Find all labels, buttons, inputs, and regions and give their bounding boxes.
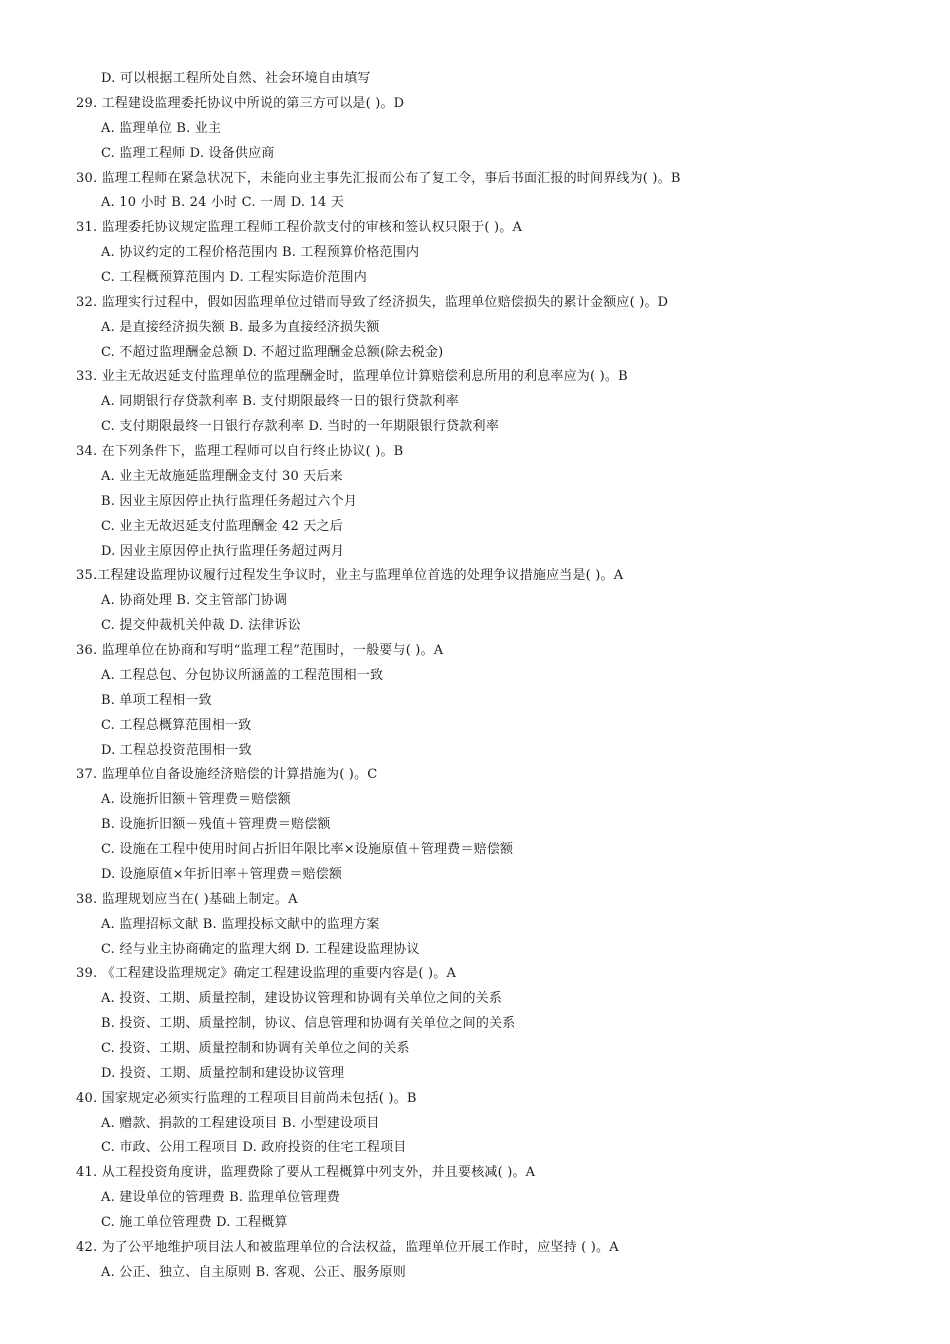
option-line: A. 设施折旧额＋管理费＝赔偿额: [101, 792, 291, 808]
option-line: B. 投资、工期、质量控制，协议、信息管理和协调有关单位之间的关系: [101, 1016, 516, 1032]
option-line: A. 投资、工期、质量控制，建设协议管理和协调有关单位之间的关系: [101, 991, 503, 1007]
option-line: A. 业主无故施延监理酬金支付 30 天后来: [101, 468, 343, 484]
question-line: 36. 监理单位在协商和写明“监理工程”范围时，一般要与( )。A: [76, 643, 444, 658]
option-line: C. 经与业主协商确定的监理大纲 D. 工程建设监理协议: [101, 941, 420, 957]
option-line: C. 市政、公用工程项目 D. 政府投资的住宅工程项目: [101, 1140, 407, 1156]
option-line: C. 业主无故迟延支付监理酬金 42 天之后: [101, 518, 343, 534]
option-line: D. 投资、工期、质量控制和建设协议管理: [101, 1065, 345, 1081]
option-line: A. 建设单位的管理费 B. 监理单位管理费: [101, 1190, 341, 1206]
question-line: 31. 监理委托协议规定监理工程师工程价款支付的审核和签认权只限于( )。A: [76, 220, 523, 236]
option-line: A. 赠款、捐款的工程建设项目 B. 小型建设项目: [101, 1115, 380, 1131]
option-line: A. 协议约定的工程价格范围内 B. 工程预算价格范围内: [101, 245, 420, 261]
option-line: C. 工程概预算范围内 D. 工程实际造价范围内: [101, 270, 367, 285]
option-line: C. 施工单位管理费 D. 工程概算: [101, 1215, 288, 1230]
question-line: 40. 国家规定必须实行监理的工程项目目前尚未包括( )。B: [76, 1090, 417, 1106]
option-line: A. 监理招标文献 B. 监理投标文献中的监理方案: [101, 916, 380, 932]
option-line: C. 投资、工期、质量控制和协调有关单位之间的关系: [101, 1040, 410, 1056]
question-line: 38. 监理规划应当在( )基础上制定。A: [76, 891, 298, 907]
option-line: D. 工程总投资范围相一致: [101, 742, 252, 758]
question-line: 29. 工程建设监理委托协议中所说的第三方可以是( )。D: [76, 95, 405, 111]
question-line: 37. 监理单位自备设施经济赔偿的计算措施为( )。C: [76, 767, 378, 783]
option-line: B. 设施折旧额－残值＋管理费＝赔偿额: [101, 817, 331, 833]
option-line: C. 监理工程师 D. 设备供应商: [101, 145, 275, 161]
question-line: 42. 为了公平地维护项目法人和被监理单位的合法权益，监理单位开展工作时，应坚持 ( )。A: [76, 1239, 619, 1255]
option-line: A. 同期银行存贷款利率 B. 支付期限最终一日的银行贷款利率: [101, 394, 459, 410]
option-line: A. 是直接经济损失额 B. 最多为直接经济损失额: [101, 319, 380, 335]
option-line: C. 不超过监理酬金总额 D. 不超过监理酬金总额(除去税金): [101, 344, 444, 360]
option-line: A. 10 小时 B. 24 小时 C. 一周 D. 14 天: [101, 195, 345, 211]
option-line: C. 工程总概算范围相一致: [101, 717, 252, 733]
option-line: D. 因业主原因停止执行监理任务超过两月: [101, 543, 345, 559]
question-line: 35.工程建设监理协议履行过程发生争议时，业主与监理单位首选的处理争议措施应当是( )。A: [76, 568, 624, 584]
question-line: 32. 监理实行过程中，假如因监理单位过错而导致了经济损失，监理单位赔偿损失的累计金额应( )。D: [76, 294, 669, 310]
question-line: 41. 从工程投资角度讲，监理费除了要从工程概算中列支外，并且要核减( )。A: [76, 1165, 536, 1181]
question-line: 39. 《工程建设监理规定》确定工程建设监理的重要内容是( )。A: [76, 966, 457, 982]
option-line: C. 提交仲裁机关仲裁 D. 法律诉讼: [101, 618, 301, 634]
option-line: A. 监理单位 B. 业主: [101, 120, 222, 136]
option-line: D. 可以根据工程所处自然、社会环境自由填写: [101, 71, 371, 86]
option-line: D. 设施原值×年折旧率＋管理费＝赔偿额: [101, 866, 343, 882]
option-line: A. 协商处理 B. 交主管部门协调: [101, 593, 288, 609]
option-line: C. 设施在工程中使用时间占折旧年限比率×设施原值＋管理费＝赔偿额: [101, 842, 514, 857]
option-line: B. 因业主原因停止执行监理任务超过六个月: [101, 493, 358, 509]
option-line: A. 公正、独立、自主原则 B. 客观、公正、服务原则: [101, 1264, 407, 1280]
question-line: 33. 业主无故迟延支付监理单位的监理酬金时，监理单位计算赔偿利息所用的利息率应为( )。B: [76, 369, 628, 385]
option-line: C. 支付期限最终一日银行存款利率 D. 当时的一年期限银行贷款利率: [101, 419, 499, 435]
option-line: B. 单项工程相一致: [101, 692, 212, 708]
option-line: A. 工程总包、分包协议所涵盖的工程范围相一致: [101, 667, 384, 683]
question-line: 34. 在下列条件下，监理工程师可以自行终止协议( )。B: [76, 444, 404, 460]
question-line: 30. 监理工程师在紧急状况下，未能向业主事先汇报而公布了复工令，事后书面汇报的时间界线为( )。B: [76, 170, 681, 186]
